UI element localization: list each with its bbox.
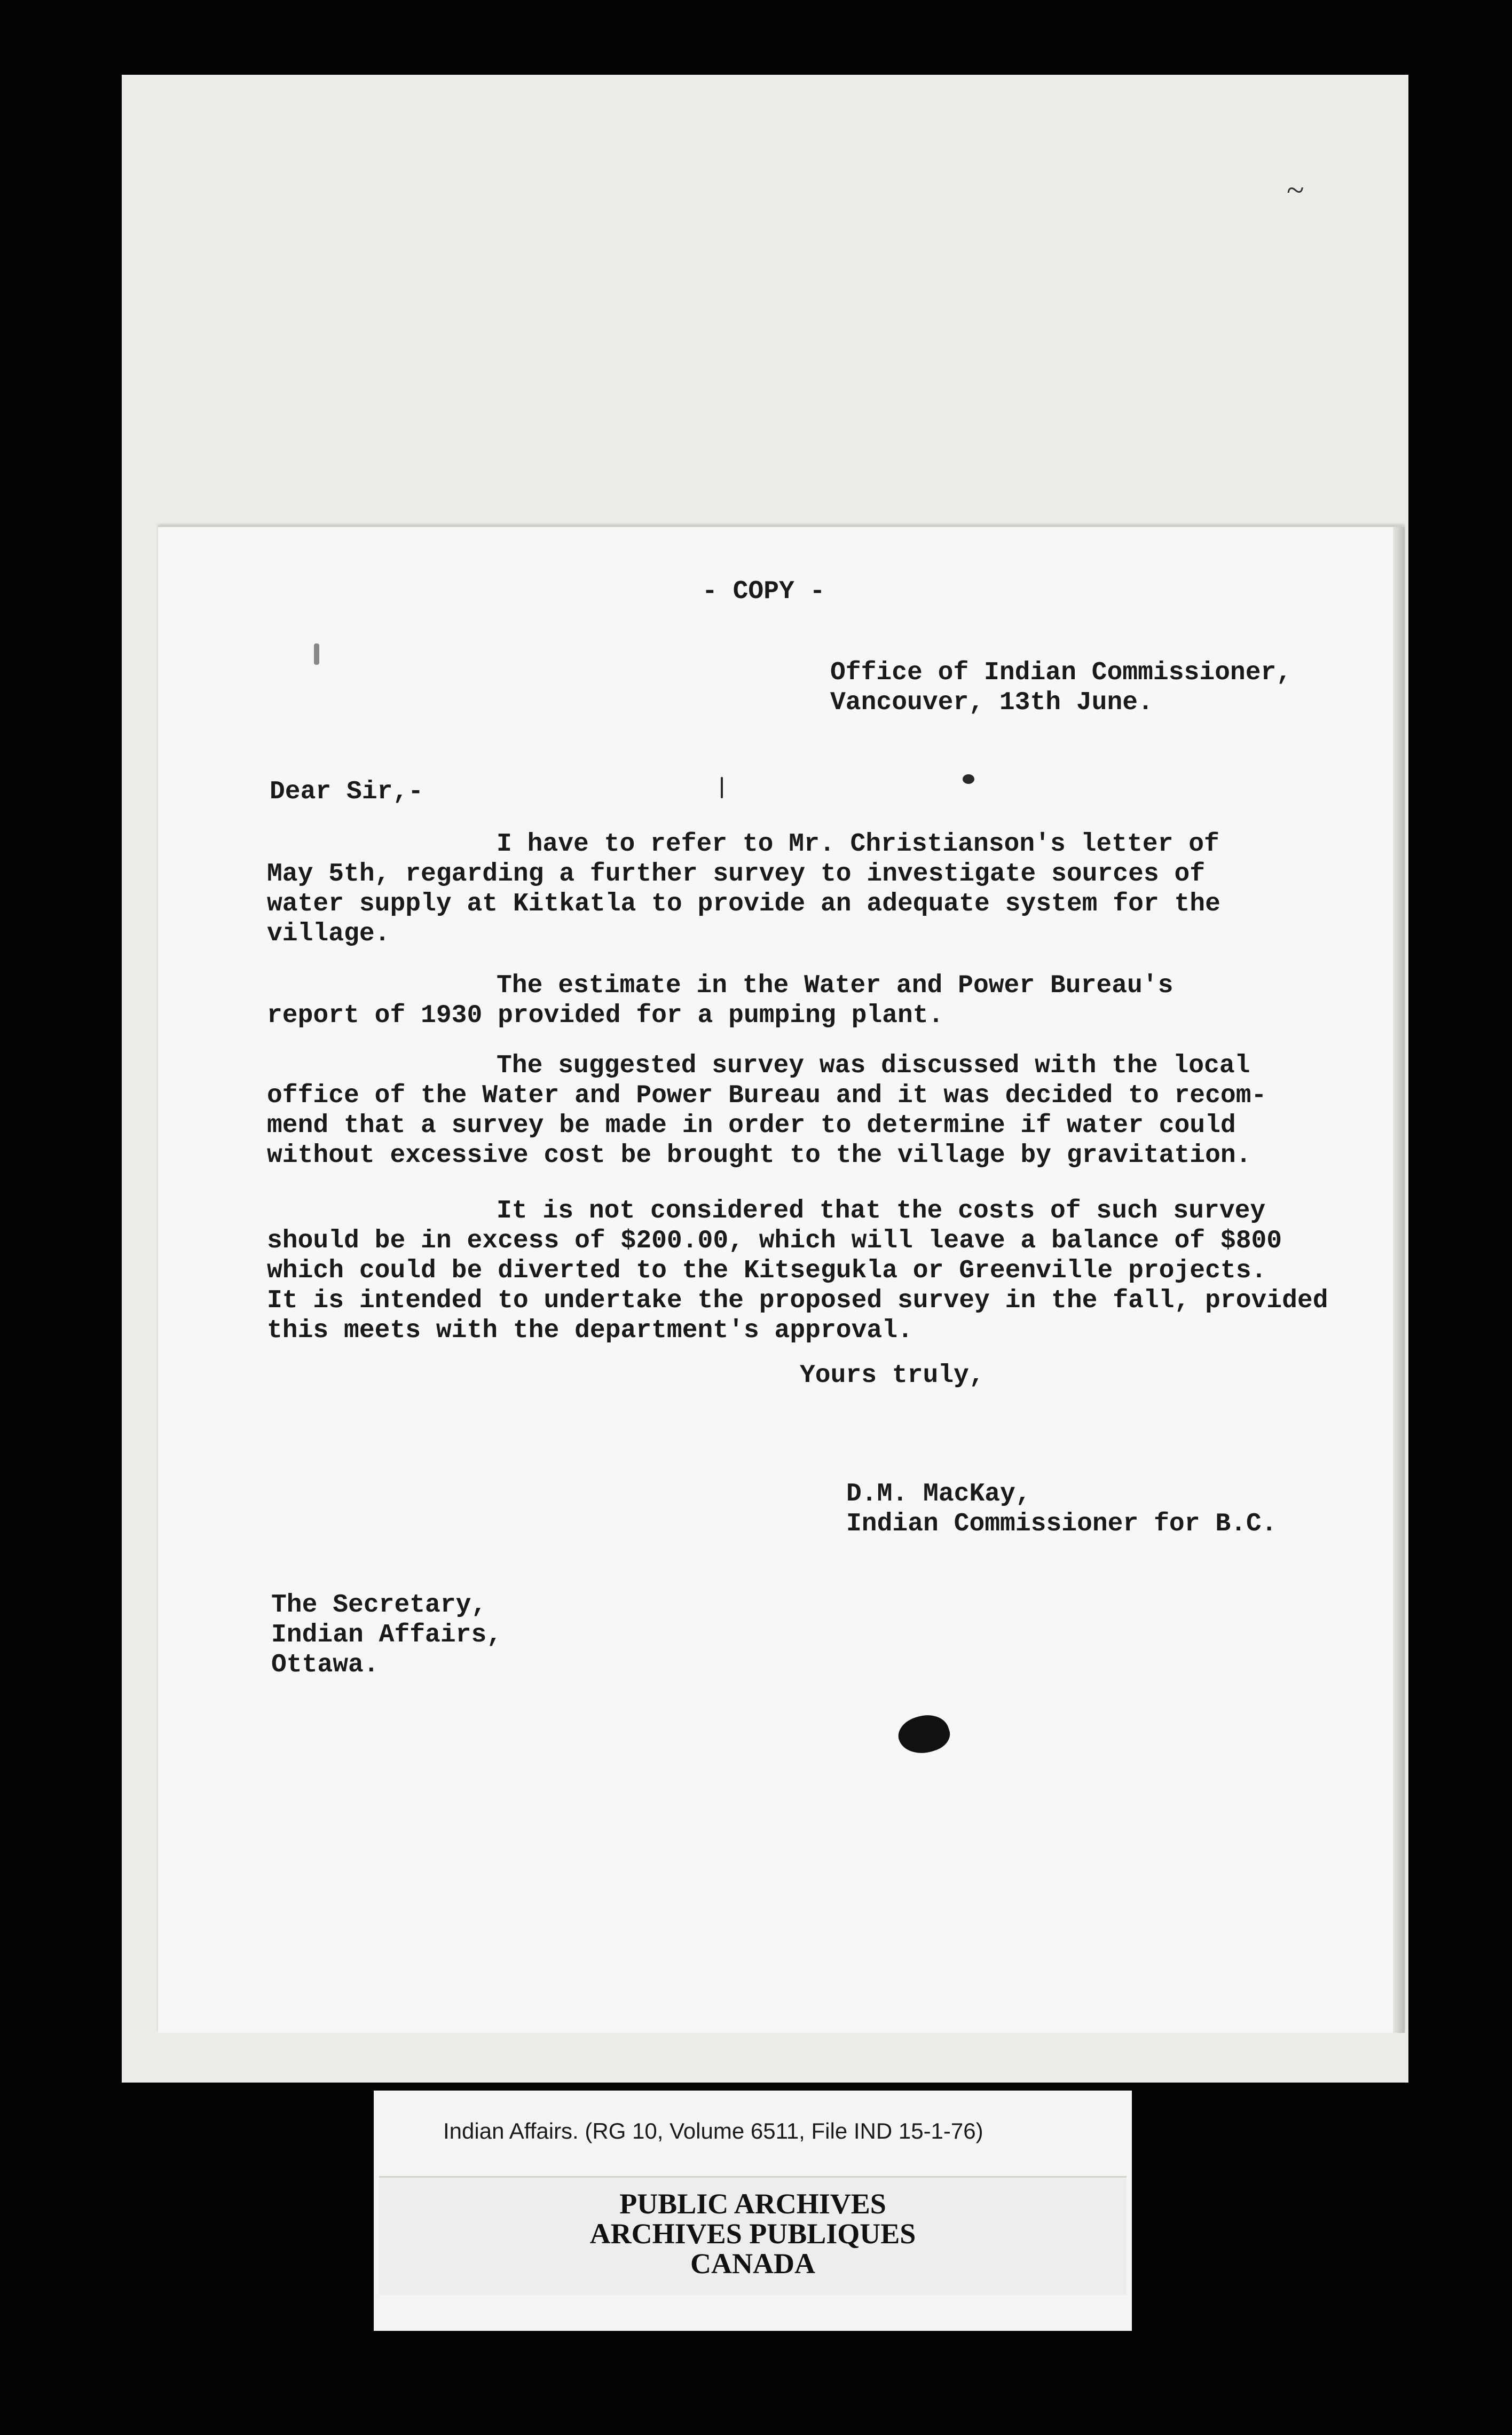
paragraph-4 [267, 1196, 1335, 1346]
paragraph-line: village. [267, 920, 390, 948]
archive-line-3: CANADA [690, 2248, 815, 2280]
paragraph-line: this meets with the department's approval. [267, 1316, 913, 1345]
addressee-line-1: The Secretary, [271, 1591, 487, 1620]
ink-speck [721, 777, 723, 798]
paragraph-2 [267, 971, 1281, 1031]
salutation: Dear Sir,- [270, 777, 424, 806]
office-line-1: Office of Indian Commissioner, [830, 658, 1292, 687]
closing: Yours truly, [800, 1361, 985, 1390]
paragraph-line: should be in excess of $200.00, which will leave a balance of $800 [267, 1227, 1282, 1255]
paragraph-line: office of the Water and Power Bureau and it was decided to recom- [267, 1081, 1267, 1110]
paragraph-3 [267, 1051, 1281, 1171]
copy-label: - COPY - [702, 577, 825, 606]
addressee-line-3: Ottawa. [271, 1651, 379, 1679]
addressee-line-2: Indian Affairs, [271, 1621, 502, 1649]
ink-speck [963, 774, 974, 784]
paragraph-line: mend that a survey be made in order to determine if water could [267, 1111, 1236, 1140]
archive-stamp [374, 2091, 1132, 2331]
paragraph-line: I have to refer to Mr. Christianson's letter of [497, 830, 1219, 859]
paragraph-line: without excessive cost be brought to the village by gravitation. [267, 1141, 1251, 1170]
archive-line-2: ARCHIVES PUBLIQUES [589, 2218, 916, 2250]
corner-pencil-mark: ~ [1287, 172, 1304, 208]
paragraph-line: It is intended to undertake the proposed survey in the fall, provided [267, 1286, 1328, 1315]
signature-title: Indian Commissioner for B.C. [846, 1510, 1277, 1538]
paragraph-line: water supply at Kitkatla to provide an adequate system for the [267, 890, 1220, 918]
archive-line-1: PUBLIC ARCHIVES [619, 2188, 886, 2220]
paragraph-1 [267, 829, 1281, 949]
paragraph-line: report of 1930 provided for a pumping plant. [267, 1001, 944, 1030]
archive-reference: Indian Affairs. (RG 10, Volume 6511, File IND 15-1-76) [443, 2118, 983, 2143]
signature-name: D.M. MacKay, [846, 1480, 1031, 1509]
paragraph-line: which could be diverted to the Kitsegukla or Greenville projects. [267, 1256, 1267, 1285]
paragraph-line: It is not considered that the costs of such survey [497, 1197, 1266, 1226]
paragraph-line: The estimate in the Water and Power Bureau's [497, 971, 1174, 1000]
paragraph-line: May 5th, regarding a further survey to investigate sources of [267, 860, 1206, 889]
ink-speck [314, 643, 319, 665]
sheet-edge [1393, 527, 1405, 2033]
paragraph-line: The suggested survey was discussed with the local [497, 1051, 1250, 1080]
archive-stamp-box [379, 2176, 1127, 2295]
office-line-2: Vancouver, 13th June. [830, 688, 1153, 717]
